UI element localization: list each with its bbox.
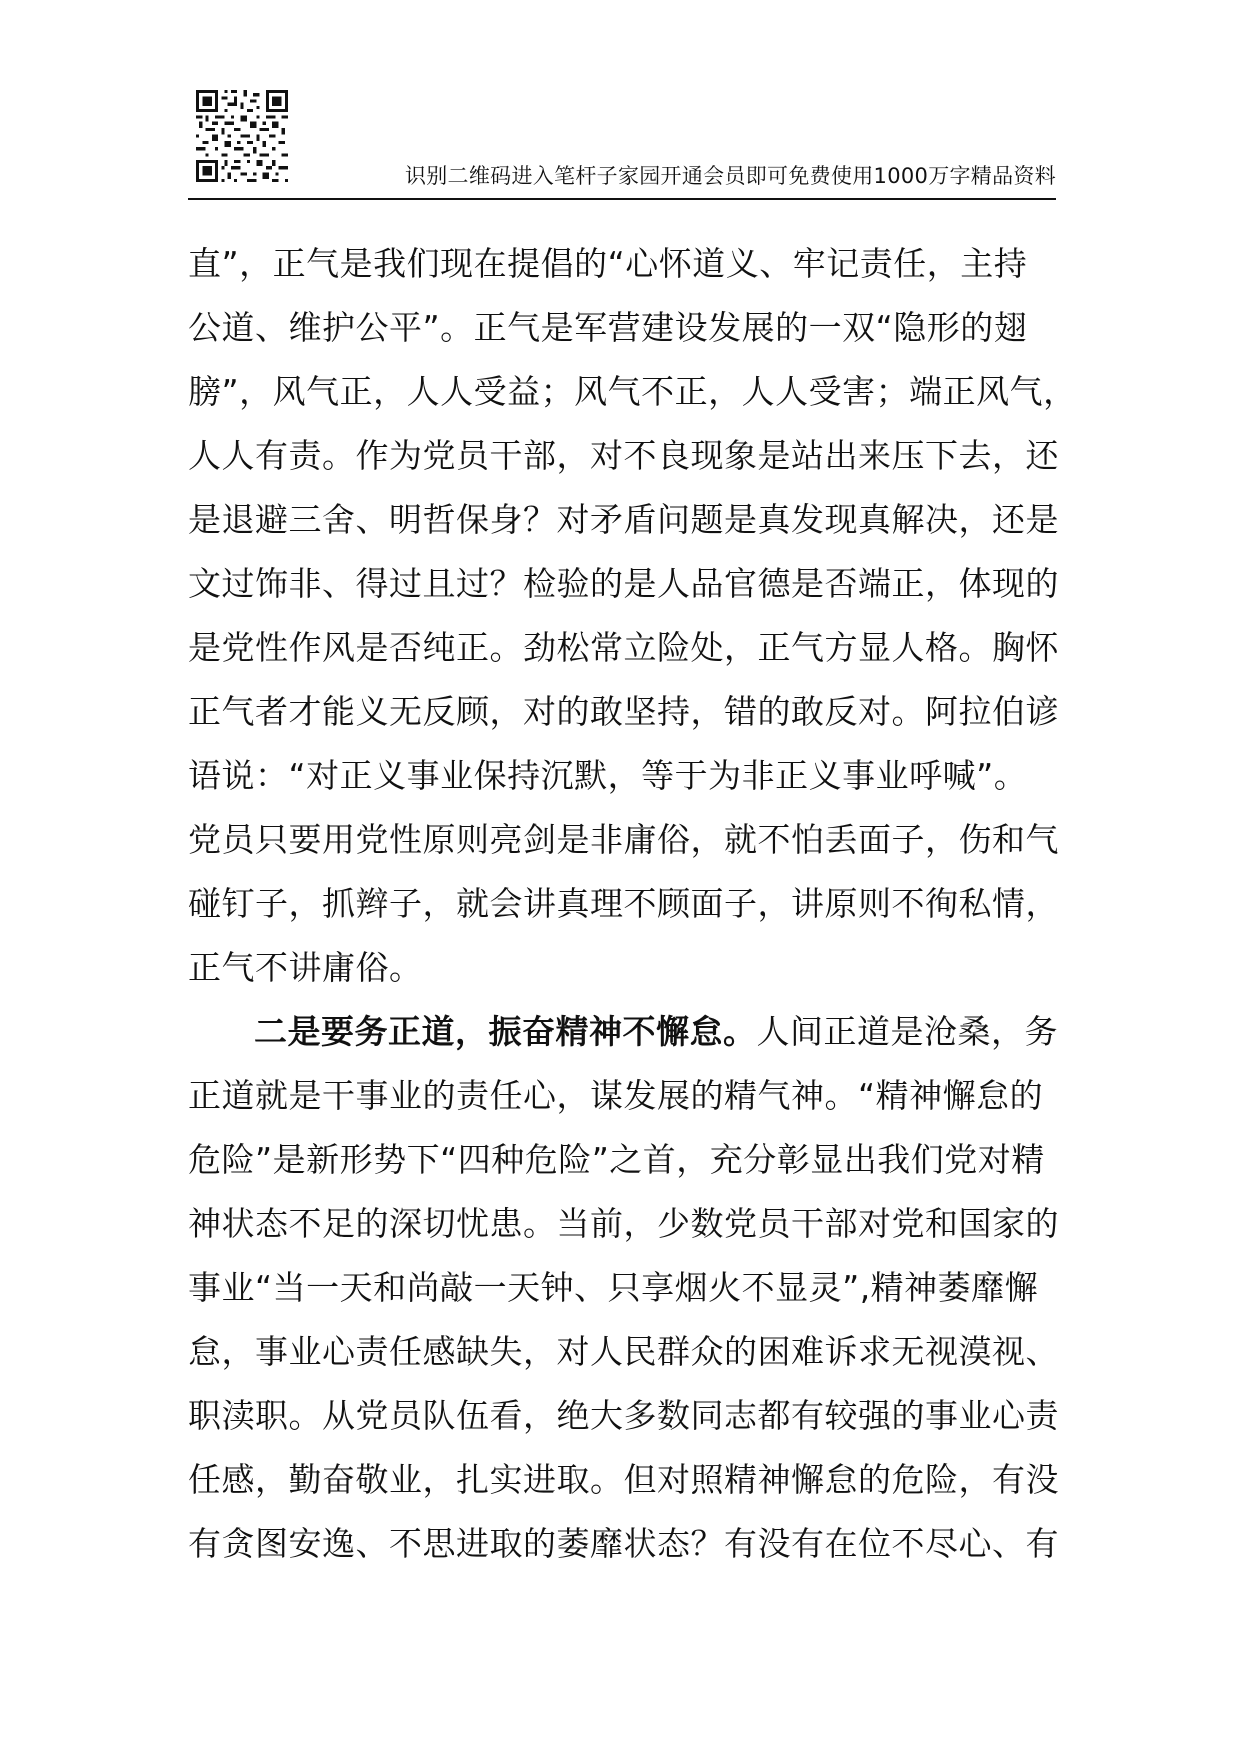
page-header <box>188 90 1056 200</box>
body-line: 任感，勤奋敬业，扎实进取。但对照精神懈怠的危险，有没 <box>188 1460 1059 1499</box>
body-line: 事业“当一天和尚敲一天钟、只享烟火不显灵”,精神萎靡懈 <box>188 1268 1039 1307</box>
body-line-rest: 人间正道是沧桑，务 <box>756 1012 1058 1051</box>
body-line: 怠，事业心责任感缺失，对人民群众的困难诉求无视漠视、 <box>188 1332 1059 1371</box>
body-line: 膀”，风气正，人人受益；风气不正，人人受害；端正风气， <box>188 372 1077 411</box>
body-line: 文过饰非、得过且过？检验的是人品官德是否端正，体现的 <box>188 564 1059 603</box>
body-line: 正道就是干事业的责任心，谋发展的精气神。“精神懈怠的 <box>188 1076 1044 1115</box>
body-line: 是退避三舍、明哲保身？对矛盾问题是真发现真解决，还是 <box>188 500 1059 539</box>
header-divider <box>188 198 1056 200</box>
body-line: 直”，正气是我们现在提倡的“心怀道义、牢记责任，主持 <box>188 244 1028 283</box>
header-promo-text: 识别二维码进入笔杆子家园开通会员即可免费使用1000万字精品资料 <box>404 164 1056 188</box>
document-body <box>188 232 1077 1576</box>
body-line: 党员只要用党性原则亮剑是非庸俗，就不怕丢面子，伤和气 <box>188 820 1059 859</box>
body-line: 公道、维护公平”。正气是军营建设发展的一双“隐形的翅 <box>188 308 1028 347</box>
body-line: 人人有责。作为党员干部，对不良现象是站出来压下去，还 <box>188 436 1059 475</box>
section-heading: 二是要务正道，振奋精神不懈怠。 <box>254 1012 757 1051</box>
body-line: 职渎职。从党员队伍看，绝大多数同志都有较强的事业心责 <box>188 1396 1059 1435</box>
body-line: 正气者才能义无反顾，对的敢坚持，错的敢反对。阿拉伯谚 <box>188 692 1059 731</box>
body-line: 正气不讲庸俗。 <box>188 948 423 987</box>
body-line: 神状态不足的深切忧患。当前，少数党员干部对党和国家的 <box>188 1204 1059 1243</box>
body-line: 碰钉子，抓辫子，就会讲真理不顾面子，讲原则不徇私情， <box>188 884 1059 923</box>
body-line: 语说：“对正义事业保持沉默，等于为非正义事业呼喊”。 <box>188 756 1028 795</box>
body-line: 危险”是新形势下“四种危险”之首，充分彰显出我们党对精 <box>188 1140 1045 1179</box>
body-line: 有贪图安逸、不思进取的萎靡状态？有没有在位不尽心、有 <box>188 1524 1059 1563</box>
body-line: 是党性作风是否纯正。劲松常立险处，正气方显人格。胸怀 <box>188 628 1059 667</box>
paragraph-first-line <box>188 1000 1056 1064</box>
qr-code-icon[interactable] <box>196 90 288 182</box>
